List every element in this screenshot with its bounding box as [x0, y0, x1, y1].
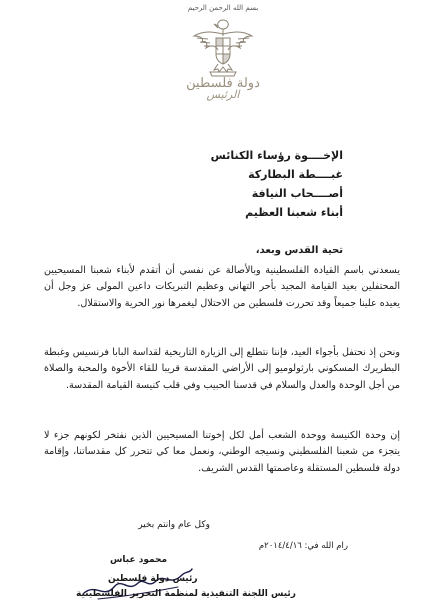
- state-name: دولة فلسطين: [186, 76, 260, 91]
- office-title: الرئيس: [206, 88, 240, 101]
- salutation: تحية القدس وبعد،: [255, 245, 343, 256]
- eagle-emblem-icon: [188, 14, 258, 78]
- body-paragraph: إن وحدة الكنيسة ووحدة الشعب أمل لكل إخوتنا المسيحيين الذين نفتخر لكونهم جزء لا يتجزء من شعبنا الفلسطيني ونسيجه الوطني، ونعمل معا كي تتحرر كل مقدساتنا، وإقامة دولة فلسطين المستقلة وعاصمتها القدس الشريف.: [44, 430, 400, 474]
- signatory-title: رئيس اللجنة التنفيذية لمنظمة التحرير الفلسطينية: [76, 589, 296, 599]
- signatory-name: محمود عباس: [110, 555, 168, 565]
- bismillah-line: بسم الله الرحمن الرحيم: [187, 4, 259, 12]
- letterhead: [168, 2, 278, 114]
- recipient-line: أصــــحاب النيافة: [251, 187, 343, 200]
- recipients-list: [143, 146, 343, 222]
- recipient-line: غبــــطة البطاركة: [248, 168, 343, 181]
- place-date-reference: رام الله في: ٢٠١٤/٤/١٦م: [258, 541, 348, 551]
- closing-greeting: وكل عام وانتم بخير: [138, 520, 210, 530]
- body-paragraph: يسعدني باسم القيادة الفلسطينية وبالأصالة عن نفسي أن أتقدم لأبناء شعبنا المسيحيين المحتفلين بعيد القيامة المجيد بأحر التهاني وعظيم التبريكات داعين المولى عز وجل أن يعيده علينا جميعاً وقد تحررت فلسطين من الاحتلال ليغمرها نور الحرية والاستقلال.: [44, 265, 400, 309]
- recipient-line: الإخــــوة رؤساء الكنائس: [210, 149, 343, 162]
- recipient-line: أبناء شعبنا العظيم: [245, 206, 343, 219]
- signatory-title: رئيس دولة فلسطين: [108, 574, 198, 584]
- body-paragraph: ونحن إذ نحتفل بأجواء العيد، فإننا نتطلع إلى الزيارة التاريخية لقداسة البابا فرنسيس وغبطة البطريرك المسكوني بارثولوميو إلى الأراضي المقدسة قريبا للقاء الأخوة والمحبة والصلاة من أجل الوحدة والعدل والسلام في قدسنا الحبيب وفي قلب كنيسة القيامة المقدسة.: [44, 347, 400, 391]
